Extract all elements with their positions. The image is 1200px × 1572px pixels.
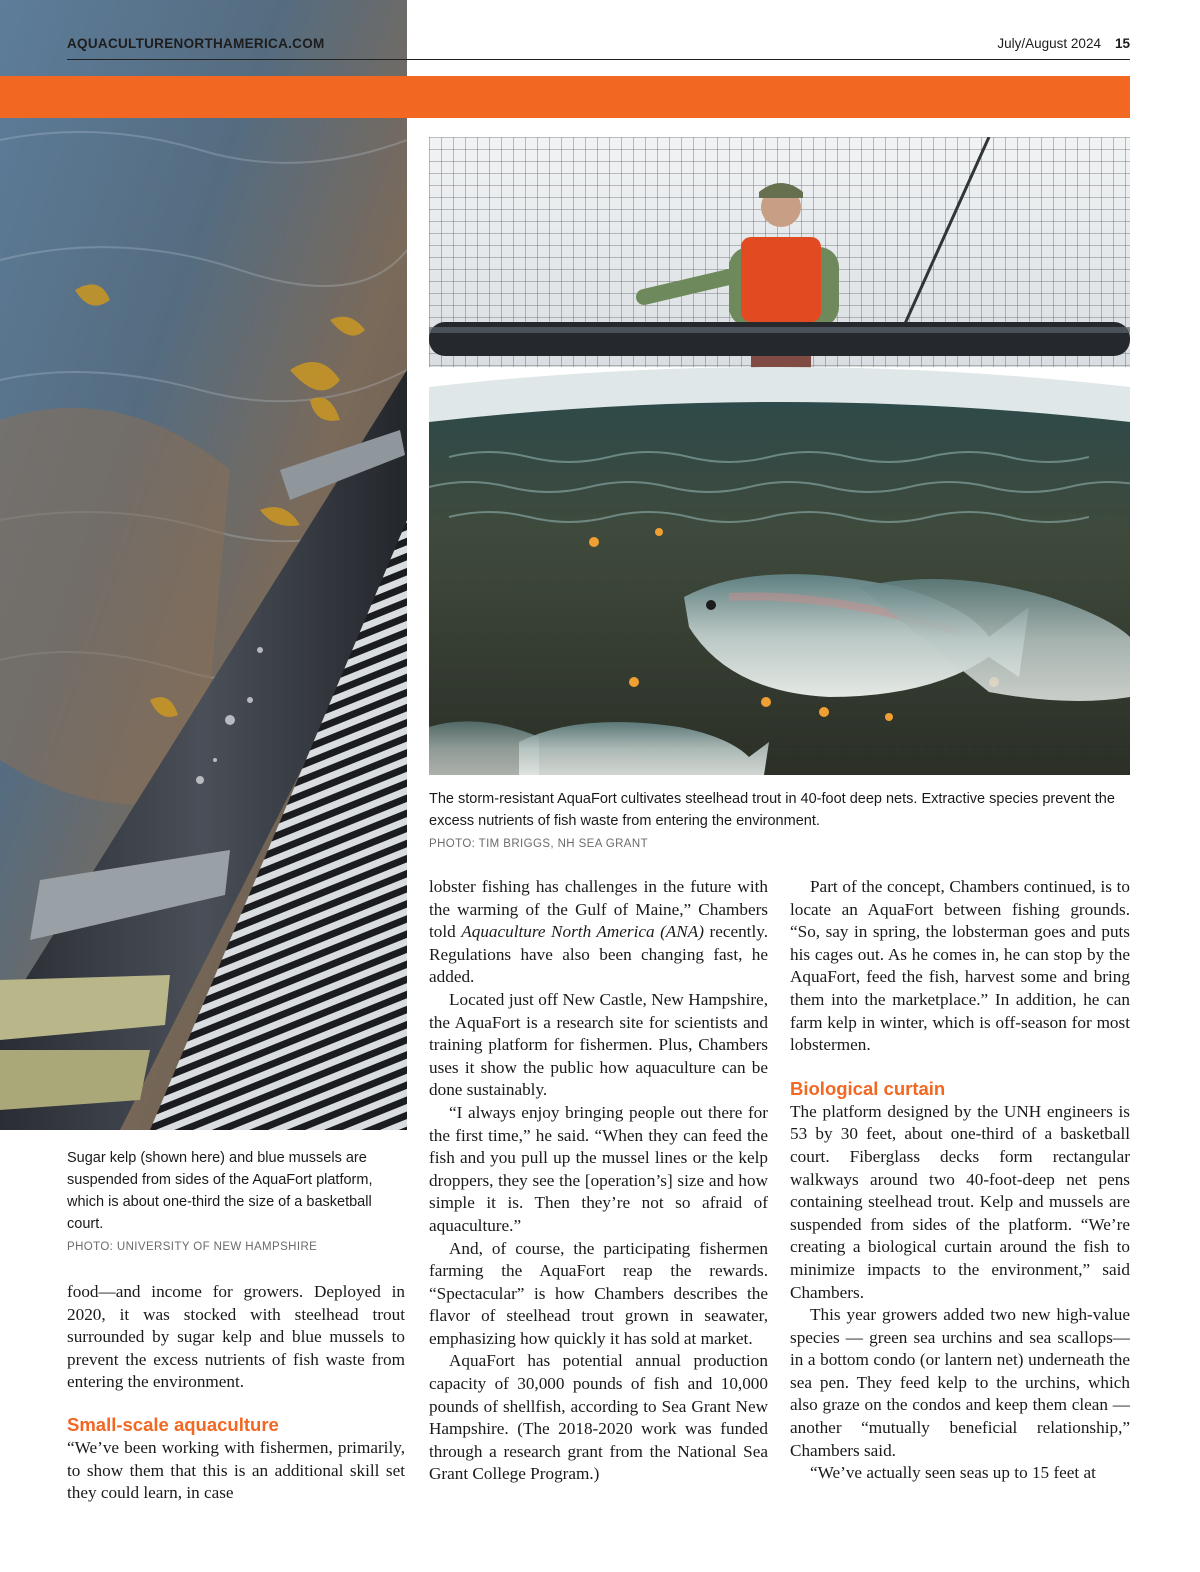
trout-photo-credit: PHOTO: TIM BRIGGS, NH SEA GRANT	[429, 838, 649, 850]
body-paragraph: “I always enjoy bringing people out there for the first time,” he said. “When they can feed the fish and you pull up the mussel lines or the kelp droppers, they see the [operation’s] size and how simple it is. Then they’re not so afraid of aquaculture.”	[429, 1102, 768, 1235]
publication-name: Aquaculture North America (ANA)	[461, 922, 704, 942]
body-paragraph: Located just off New Castle, New Hampshire, the AquaFort is a research site for scientists and training platform for fishermen. Plus, Chambers uses it show the public how aquaculture can be done sustainably.	[429, 989, 768, 1100]
body-paragraph: Part of the concept, Chambers continued, is to locate an AquaFort between fishing grounds. “So, say in spring, the lobsterman goes and puts his cages out. As he comes in, he can stop by the AquaFort, feed the fish, harvest some and bring them into the marketplace.” In addition, he can farm kelp in winter, which is off-season for most lobstermen.	[790, 877, 1130, 1055]
trout-photo-caption: The storm-resistant AquaFort cultivates steelhead trout in 40-foot deep nets. Extractive species prevent the excess nutrients of fish waste from entering the environment.	[429, 791, 1115, 829]
header-rule	[67, 59, 1130, 60]
kelp-platform-illustration	[0, 0, 407, 1130]
body-paragraph: And, of course, the participating fishermen farming the AquaFort reap the rewards. “Spectacular” is how Chambers describes the flavor of steelhead trout grown in seawater, emphasizing how quickly it has sold at market.	[429, 1238, 768, 1348]
article-column-2	[429, 876, 768, 1486]
subhead-small-scale-aquaculture: Small-scale aquaculture	[67, 1413, 279, 1435]
body-paragraph	[429, 876, 768, 989]
trout-net-pen-photo	[429, 137, 1130, 775]
site-name: AQUACULTURENORTHAMERICA.COM	[67, 36, 325, 51]
kelp-platform-photo	[0, 0, 407, 1130]
body-text: recently. Regulations have also been changing fast, he added.	[429, 922, 769, 987]
article-column-1	[67, 1281, 405, 1505]
page-number: 15	[1114, 36, 1130, 51]
kelp-photo-credit: PHOTO: UNIVERSITY OF NEW HAMPSHIRE	[67, 1241, 318, 1253]
body-paragraph: The platform designed by the UNH engineers is 53 by 30 feet, about one-third of a basketball court. Fiberglass decks form rectangular walkways around two 40-foot-deep net pens containing steelhead trout. Kelp and mussels are suspended from sides of the platform. “We’re creating a biological curtain around the fish to minimize impacts to the environment,” said Chambers.	[790, 1101, 1130, 1302]
subhead-biological-curtain: Biological curtain	[790, 1077, 946, 1099]
body-paragraph: “We’ve been working with fishermen, primarily, to show them that this is an additional skill set they could learn, in case	[67, 1437, 405, 1503]
body-paragraph: This year growers added two new high-value species — green sea urchins and sea scallops—in a bottom condo (or lantern net) underneath the sea pen. They feed kelp to the urchins, which also graze on the condos and keep them clean — another “mutually beneficial relationship,” Chambers said.	[790, 1305, 1130, 1460]
orange-band	[0, 76, 1130, 118]
issue-date: July/August 2024	[997, 36, 1101, 51]
body-paragraph: food—and income for growers. Deployed in 2020, it was stocked with steelhead trout surrounded by sugar kelp and blue mussels to prevent the excess nutrients of fish waste from entering the environment.	[67, 1282, 405, 1392]
kelp-photo-caption: Sugar kelp (shown here) and blue mussels are suspended from sides of the AquaFort platform, which is about one-third the size of a basketball court.	[67, 1150, 373, 1232]
body-paragraph: AquaFort has potential annual production capacity of 30,000 pounds of fish and 10,000 pounds of shellfish, according to Sea Grant New Hampshire. (The 2018-2020 work was funded through a research grant from the National Sea Grant College Program.)	[429, 1351, 768, 1484]
body-text: lobster fishing has challenges in the future with the warming of the Gulf of Maine,” Chambers told	[429, 877, 768, 942]
article-column-3	[790, 876, 1130, 1485]
body-paragraph: “We’ve actually seen seas up to 15 feet at	[810, 1463, 1096, 1483]
issue-info	[997, 36, 1130, 51]
trout-illustration	[429, 137, 1130, 775]
